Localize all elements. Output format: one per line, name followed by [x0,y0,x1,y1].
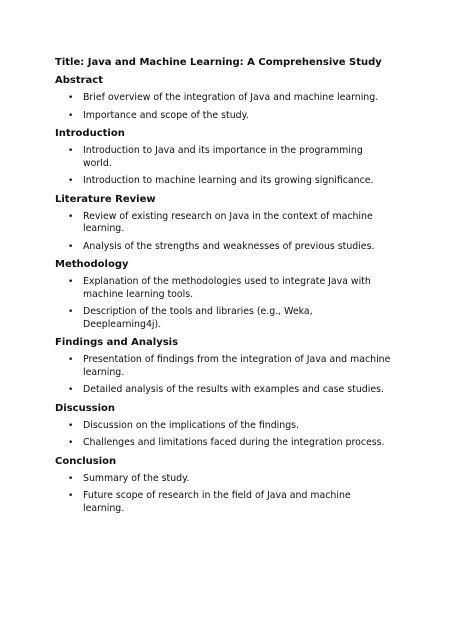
list-item-text: Future scope of research in the field of Java and machine learning. [83,490,351,514]
section-literature-review [55,193,455,254]
section-introduction [55,127,455,188]
bullet-icon: • [68,176,74,186]
section-heading: Conclusion [55,455,117,467]
bullet-list [55,276,455,331]
section-conclusion [55,455,455,516]
list-item [55,437,393,450]
section-heading: Abstract [55,75,104,86]
list-item-text: Explanation of the methodologies used to integrate Java with machine learning tools. [83,276,371,300]
list-item [55,490,393,515]
document-page [55,56,455,520]
bullet-list [55,145,455,188]
list-item-text: Review of existing research on Java in the context of machine learning. [83,210,373,234]
bullet-list [55,92,455,122]
bullet-list [55,473,455,516]
list-item-text: Importance and scope of the study. [83,109,249,121]
list-item [55,241,393,254]
bullet-icon: • [68,491,74,501]
bullet-icon: • [68,110,74,121]
bullet-icon: • [68,146,74,156]
list-item-text: Introduction to Java and its importance in the programming world. [83,145,363,169]
list-item-text: Detailed analysis of the results with examples and case studies. [83,384,384,395]
section-methodology [55,258,455,331]
bullet-icon: • [68,385,74,395]
list-item-text: Presentation of findings from the integration of Java and machine learning. [83,354,391,378]
section-heading: Discussion [55,402,116,414]
list-item [55,384,393,397]
list-item [55,211,393,236]
bullet-icon: • [68,355,74,365]
list-item-text: Brief overview of the integration of Java and machine learning. [83,92,379,103]
section-heading: Introduction [55,128,125,139]
list-item-text: Summary of the study. [83,472,190,484]
list-item [55,354,393,379]
section-abstract [55,74,455,122]
list-item [55,92,393,105]
section-heading: Findings and Analysis [55,337,179,348]
list-item [55,306,393,331]
bullet-icon: • [68,307,74,317]
bullet-list [55,420,455,450]
bullet-list [55,211,455,254]
bullet-icon: • [68,420,74,431]
bullet-icon: • [68,438,74,448]
bullet-icon: • [68,211,74,222]
section-discussion [55,402,455,450]
list-item-text: Challenges and limitations faced during the integration process. [83,437,385,448]
list-item-text: Introduction to machine learning and its growing significance. [83,175,374,186]
list-item-text: Analysis of the strengths and weaknesses of previous studies. [83,240,375,252]
bullet-icon: • [68,473,74,484]
section-heading: Methodology [55,259,129,270]
section-findings-and-analysis [55,336,455,397]
document-title: Title: Java and Machine Learning: A Comprehensive Study [55,57,382,68]
bullet-icon: • [68,241,74,252]
list-item [55,473,393,486]
list-item [55,175,393,188]
bullet-icon: • [68,93,74,103]
list-item [55,110,393,123]
section-heading: Literature Review [55,193,156,205]
list-item [55,420,393,433]
bullet-list [55,354,455,397]
list-item [55,276,393,301]
list-item [55,145,393,170]
list-item-text: Description of the tools and libraries (e.g., Weka, Deeplearning4j). [83,306,313,330]
list-item-text: Discussion on the implications of the findings. [83,419,300,431]
bullet-icon: • [68,277,74,287]
